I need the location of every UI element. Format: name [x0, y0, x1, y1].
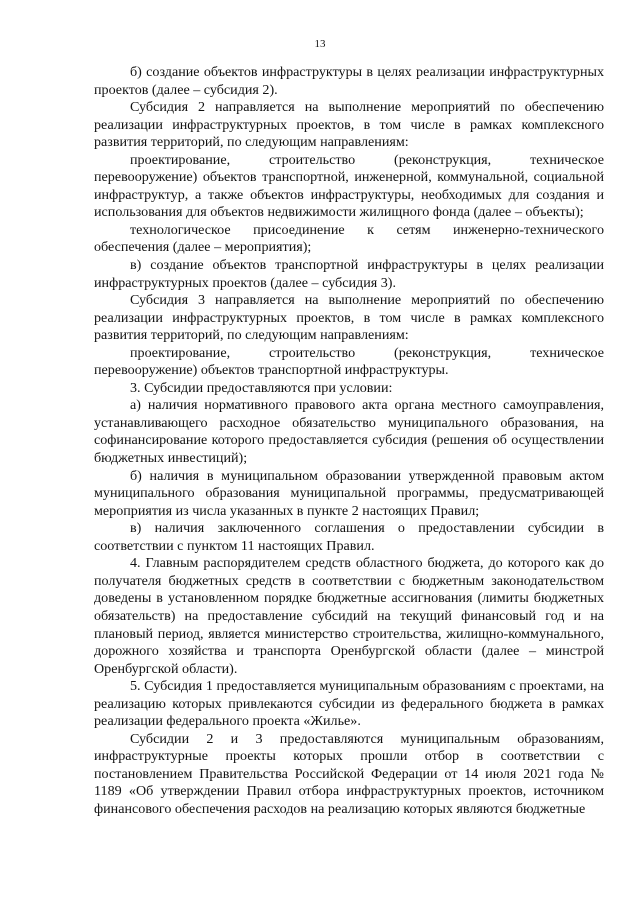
paragraph-subsidy-2-purpose: Субсидия 2 направляется на выполнение мероприятий по обеспечению реализации инфраструктурных проектов, в том числе в рамках комплексного развития территорий, по следующим направлениям:	[94, 99, 604, 151]
paragraph-subsidy-3-direction-design: проектирование, строительство (реконструкция, техническое перевооружение) объектов транспортной инфраструктуры.	[94, 344, 604, 379]
paragraph-subsidy-2-direction-connection: технологическое присоединение к сетям инженерно-технического обеспечения (далее – мероприятия);	[94, 221, 604, 256]
page-number: 13	[314, 38, 326, 50]
document-body	[94, 64, 604, 819]
paragraph-condition-b: б) наличия в муниципальном образовании утвержденной правовым актом муниципального образования муниципальной программы, предусматривающей мероприятия из числа указанных в пункте 2 настоящих Правил;	[94, 467, 604, 519]
paragraph-subsidy-2-direction-design: проектирование, строительство (реконструкция, техническое перевооружение) объектов транспортной, инженерной, коммунальной, социальной инфраструктур, а также объектов инфраструктуры, необходимых для создания и использования для объектов недвижимости жилищного фонда (далее – объекты);	[94, 151, 604, 221]
paragraph-subsidy-3-definition: в) создание объектов транспортной инфраструктуры в целях реализации инфраструктурных проектов (далее – субсидия 3).	[94, 257, 604, 291]
paragraph-subsidy-3-purpose: Субсидия 3 направляется на выполнение мероприятий по обеспечению реализации инфраструктурных проектов, в том числе в рамках комплексного развития территорий, по следующим направлениям:	[94, 292, 604, 344]
paragraph-condition-c: в) наличия заключенного соглашения о предоставлении субсидии в соответствии с пунктом 11 настоящих Правил.	[94, 520, 604, 554]
paragraph-subsidy-2-definition: б) создание объектов инфраструктуры в целях реализации инфраструктурных проектов (далее – субсидия 2).	[94, 64, 604, 98]
paragraph-main-administrator: 4. Главным распорядителем средств областного бюджета, до которого как до получателя бюджетных средств в соответствии с бюджетным законодательством доведены в установленном порядке бюджетные ассигнования (лимиты бюджетных обязательств) на предоставление субсидий на текущий финансовый год и на плановый период, является министерство строительства, жилищно-коммунального, дорожного хозяйства и транспорта Оренбургской области (далее – минстрой Оренбургской области).	[94, 555, 604, 677]
paragraph-conditions-heading: 3. Субсидии предоставляются при условии:	[130, 379, 393, 396]
paragraph-subsidies-2-3-provision: Субсидии 2 и 3 предоставляются муниципальным образованиям, инфраструктурные проекты которых прошли отбор в соответствии с постановлением Правительства Российской Федерации от 14 июля 2021 года № 1189 «Об утверждении Правил отбора инфраструктурных проектов, источником финансового обеспечения расходов на реализацию которых являются бюджетные	[94, 730, 604, 817]
paragraph-condition-a: а) наличия нормативного правового акта органа местного самоуправления, устанавливающего расходное обязательство муниципального образования, на софинансирование которого предоставляется субсидия (решения об осуществлении бюджетных инвестиций);	[94, 397, 604, 467]
paragraph-subsidy-1-provision: 5. Субсидия 1 предоставляется муниципальным образованиям с проектами, на реализацию которых привлекаются субсидии из федерального бюджета в рамках реализации федерального проекта «Жилье».	[94, 678, 604, 730]
